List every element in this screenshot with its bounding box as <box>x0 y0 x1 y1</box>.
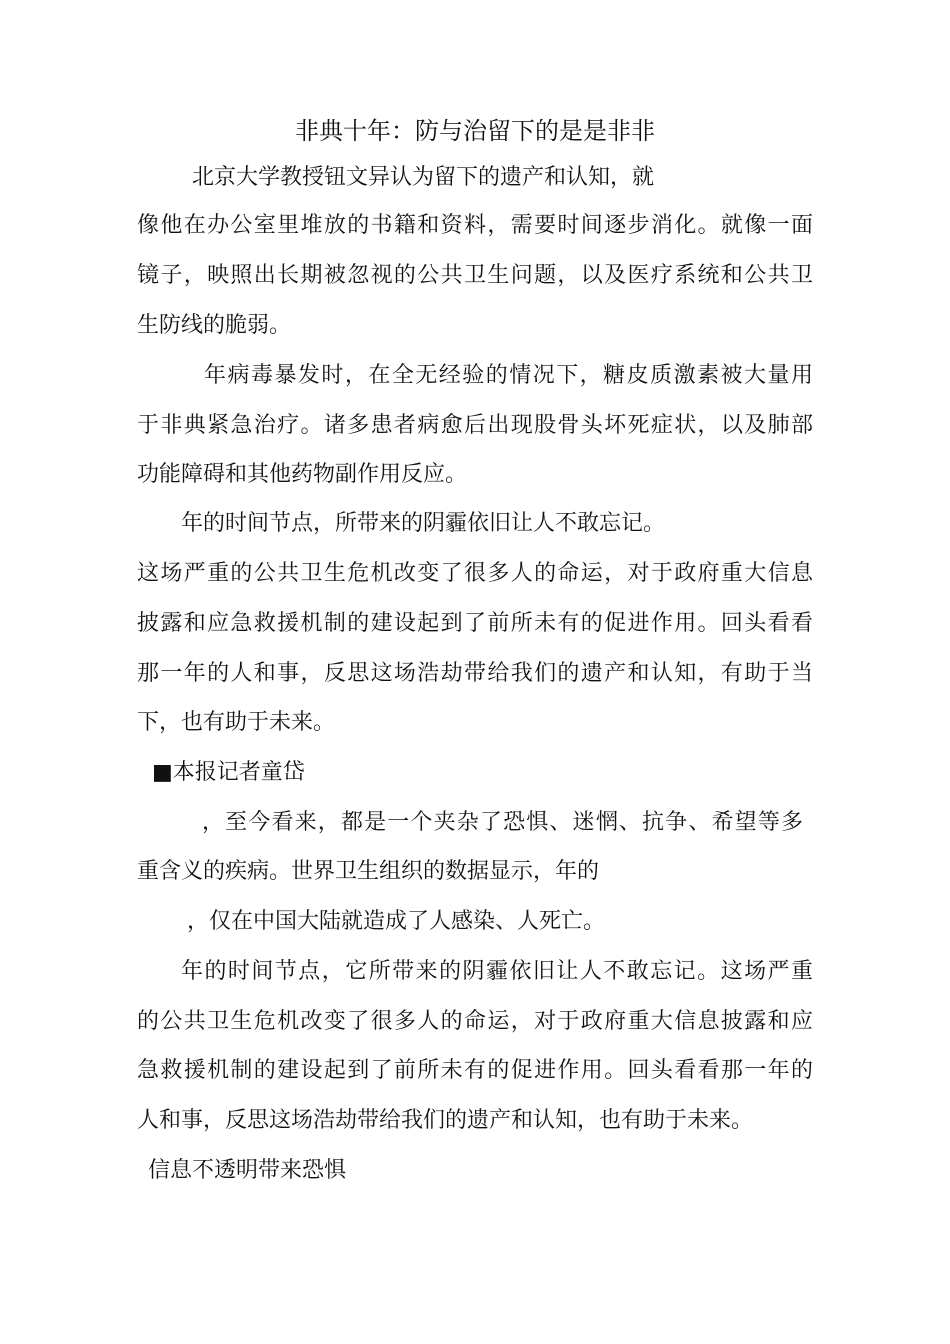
section-heading: 信息不透明带来恐惧 <box>148 1158 347 1183</box>
paragraph-line: 像他在办公室里堆放的书籍和资料，需要时间逐步消化。就像一面 <box>137 213 813 238</box>
paragraph-line: 披露和应急救援机制的建设起到了前所未有的促进作用。回头看看 <box>137 611 813 636</box>
paragraph-line: 的公共卫生危机改变了很多人的命运，对于政府重大信息披露和应 <box>137 1009 813 1034</box>
paragraph-line: 重含义的疾病。世界卫生组织的数据显示，年的 <box>137 859 600 884</box>
paragraph-line: ，至今看来，都是一个夹杂了恐惧、迷惘、抗争、希望等多 <box>202 810 803 835</box>
paragraph-line: 年的时间节点，所带来的阴霾依旧让人不敢忘记。 <box>181 511 666 536</box>
document-title: 非典十年：防与治留下的是是非非 <box>295 117 655 145</box>
paragraph-line: 人和事，反思这场浩劫带给我们的遗产和认知，也有助于未来。 <box>137 1108 754 1133</box>
paragraph-line: 于非典紧急治疗。诸多患者病愈后出现股骨头坏死症状，以及肺部 <box>137 413 813 438</box>
paragraph-line: 那一年的人和事，反思这场浩劫带给我们的遗产和认知，有助于当 <box>137 661 813 686</box>
paragraph-line: 功能障碍和其他药物副作用反应。 <box>137 462 468 487</box>
paragraph-line: 急救援机制的建设起到了前所未有的促进作用。回头看看那一年的 <box>137 1058 813 1083</box>
paragraph-line: 这场严重的公共卫生危机改变了很多人的命运，对于政府重大信息 <box>137 561 813 586</box>
paragraph-line: ，仅在中国大陆就造成了人感染、人死亡。 <box>187 909 606 934</box>
paragraph-line: 北京大学教授钮文异认为留下的遗产和认知，就 <box>192 165 655 190</box>
paragraph-line: 下，也有助于未来。 <box>137 710 336 735</box>
paragraph-line: 镜子，映照出长期被忽视的公共卫生问题，以及医疗系统和公共卫 <box>137 263 813 288</box>
byline: ■本报记者童岱 <box>152 760 305 785</box>
paragraph-line: 年病毒暴发时，在全无经验的情况下，糖皮质激素被大量用 <box>204 363 813 388</box>
paragraph-line: 年的时间节点，它所带来的阴霾依旧让人不敢忘记。这场严重 <box>181 959 813 984</box>
paragraph-line: 生防线的脆弱。 <box>137 313 292 338</box>
